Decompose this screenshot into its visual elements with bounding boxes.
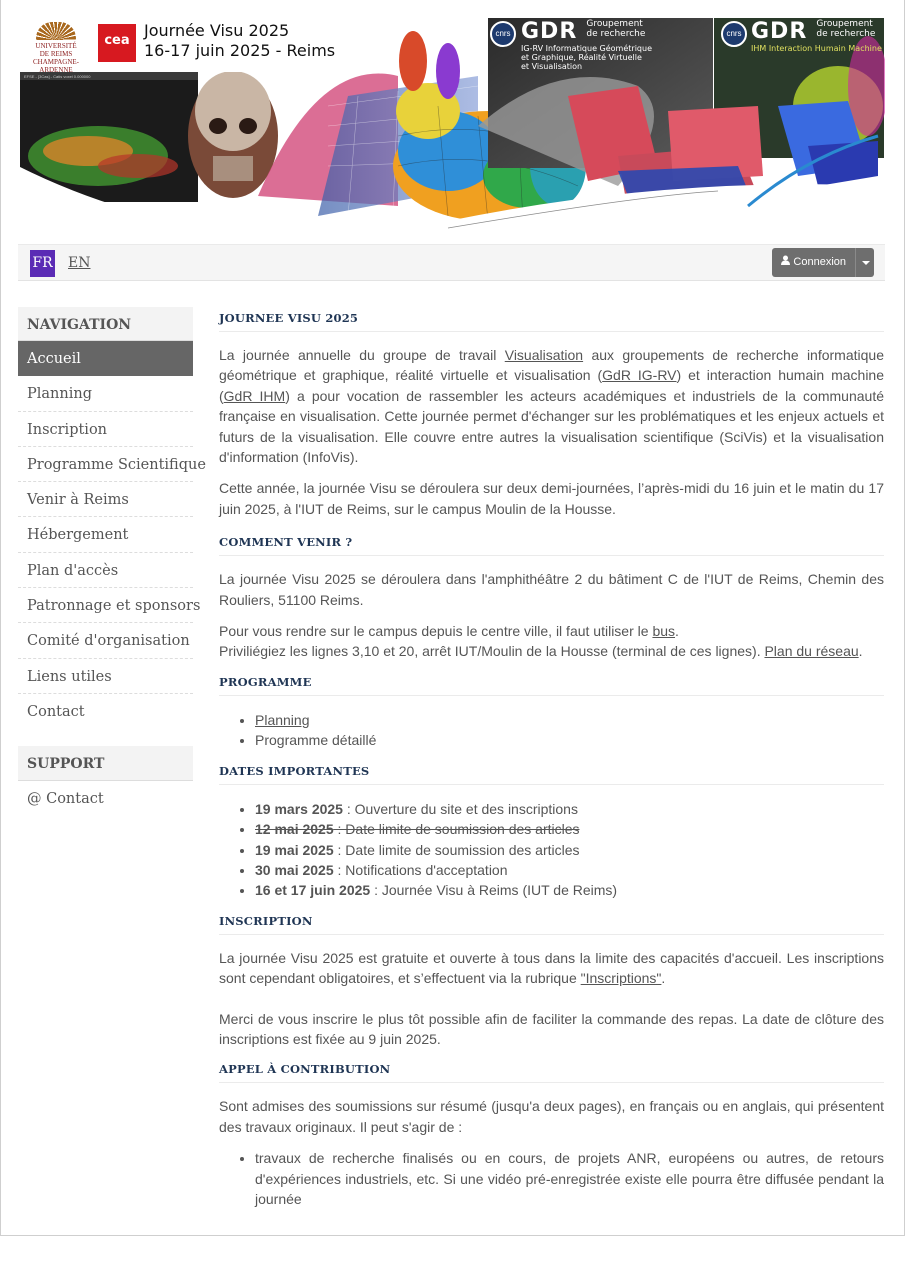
inscription-paragraph	[219, 948, 884, 989]
sidebar-item-liens[interactable]: Liens utiles	[18, 659, 193, 694]
bus-text-1: Pour vous rendre sur le campus depuis le centre ville, il faut utiliser le	[219, 623, 653, 640]
univ-line2: DE REIMS	[39, 50, 73, 58]
visualisation-link[interactable]: Visualisation	[504, 347, 584, 363]
date-desc: : Date limite de soumission des articles	[333, 821, 580, 838]
date-value: 19 mars 2025	[255, 800, 343, 817]
cnrs-logo: cnrs	[490, 21, 516, 47]
lang-fr-button[interactable]: FR	[30, 250, 55, 277]
date-desc: : Date limite de soumission des articles	[333, 841, 580, 858]
sidebar-item-sponsors[interactable]: Patronnage et sponsors	[18, 588, 193, 623]
list-item	[255, 860, 884, 880]
date-value: 30 mai 2025	[255, 861, 334, 878]
date-value: 12 mai 2025	[255, 821, 334, 838]
list-item	[255, 840, 884, 860]
date-value: 19 mai 2025	[255, 841, 334, 858]
login-dropdown-toggle[interactable]	[855, 248, 874, 277]
intro-text-2: aux groupements de recherche informatique géométrique et graphique, réalité virtuelle et visualisation (	[219, 347, 884, 384]
bus-text-2: .	[675, 623, 679, 640]
univ-line1: UNIVERSITÉ	[35, 42, 77, 50]
login-button[interactable]	[772, 248, 855, 277]
gdr-igrv-line1: Groupement	[586, 19, 643, 29]
date-value: 16 et 17 juin 2025	[255, 882, 371, 899]
sidebar-item-accueil[interactable]: Accueil	[18, 341, 193, 376]
sidebar-item-inscription[interactable]: Inscription	[18, 412, 193, 447]
sidebar-item-venir[interactable]: Venir à Reims	[18, 482, 193, 517]
gdr-igrv-line2: de recherche	[586, 29, 646, 39]
inscription-text-1: La journée Visu 2025 est gratuite et ouverte à tous dans la limite des capacités d'accueil. Les inscriptions sont cependant obligatoires, et s’effectuent via la rubrique	[219, 949, 884, 987]
user-icon	[781, 248, 790, 277]
intro-text-1: La journée annuelle du groupe de travail	[219, 347, 505, 363]
gdr-ihm-logo	[751, 19, 882, 53]
banner-title-line2: 16-17 juin 2025 - Reims	[144, 41, 336, 60]
gdr-igrv-name: GDR	[521, 19, 578, 44]
dates-list	[255, 799, 884, 901]
bus-link[interactable]: bus	[652, 623, 676, 640]
banner-title	[144, 21, 335, 61]
date-desc: : Journée Visu à Reims (IUT de Reims)	[370, 882, 618, 899]
date-desc: : Notifications d'acceptation	[333, 861, 508, 878]
date-desc: : Ouverture du site et des inscriptions	[342, 800, 578, 817]
list-item: • travaux de recherche finalisés ou en cours, de projets ANR, européens ou autres, de retours d'expériences industriels, etc. Si une vidéo pré-enregistrée existe elle pourra être diffusée pendant la journée	[255, 1148, 884, 1209]
dates-paragraph: Cette année, la journée Visu se déroulera sur deux demi-journées, l’après-midi du 16 juin et le matin du 17 juin 2025, à l'IUT de Reims, sur le campus Moulin de la Housse.	[219, 480, 884, 517]
bus-paragraph	[219, 621, 884, 662]
list-item	[255, 880, 884, 900]
location-paragraph: La journée Visu 2025 se déroulera dans l'amphithéâtre 2 du bâtiment C de l'IUT de Reims, Chemin des Rouliers, 51100 Reims.	[219, 571, 884, 608]
appel-list	[255, 1148, 884, 1209]
gdr-ihm-line2: de recherche	[816, 29, 876, 39]
gdr-igrv-logo	[521, 19, 652, 71]
cnrs-logo-2: cnrs	[721, 21, 747, 47]
intro-text-3: ) et interaction humain machine (	[219, 367, 885, 404]
banner-title-line1: Journée Visu 2025	[144, 21, 290, 40]
appel-paragraph: Sont admises des soumissions sur résumé (jusqu'a deux pages), en français ou en anglais, qui présentent des travaux originaux. Il peut s'agir de :	[219, 1098, 884, 1135]
inscription-text-2: .	[661, 970, 666, 987]
sidebar-item-programme[interactable]: Programme Scientifique	[18, 447, 193, 482]
gdr-igrv-sub3: et Visualisation	[521, 62, 583, 71]
sidebar-item-hebergement[interactable]: Hébergement	[18, 517, 193, 552]
inscription-deadline-paragraph: Merci de vous inscrire le plus tôt possible afin de faciliter la commande des repas. La date de clôture des inscriptions est fixée au 9 juin 2025.	[219, 1010, 884, 1047]
header-banner	[18, 16, 885, 234]
university-fan-icon	[36, 22, 76, 40]
lang-en-link[interactable]: EN	[68, 255, 91, 271]
sidebar-item-planning[interactable]: Planning	[18, 376, 193, 411]
section-title-appel: APPEL À CONTRIBUTION	[219, 1057, 884, 1083]
support-contact-link[interactable]: @ Contact	[27, 791, 104, 808]
list-item: • Programme détaillé	[255, 730, 884, 750]
section-title-venir: COMMENT VENIR ?	[219, 530, 884, 556]
univ-line3: CHAMPAGNE-ARDENNE	[32, 58, 80, 74]
language-bar	[18, 244, 885, 281]
list-item	[255, 819, 884, 839]
sidebar	[18, 307, 206, 817]
network-map-link[interactable]: Plan du réseau	[764, 643, 859, 660]
section-title-inscription: INSCRIPTION	[219, 909, 884, 935]
sidebar-item-contact[interactable]: Contact	[27, 703, 85, 720]
gdr-igrv-sub2: et Graphique, Réalité Virtuelle	[521, 53, 642, 62]
nav-title: NAVIGATION	[18, 307, 193, 341]
section-title-dates: DATES IMPORTANTES	[219, 759, 884, 785]
section-title-journee: JOURNEE VISU 2025	[219, 306, 884, 332]
planning-link[interactable]: Planning	[255, 711, 310, 728]
main-content	[219, 306, 884, 1220]
gdr-igrv-link[interactable]: GdR IG-RV	[602, 367, 677, 384]
intro-paragraph	[219, 345, 884, 467]
gdr-ihm-link[interactable]: GdR IHM	[223, 387, 286, 404]
sidebar-item-plan-acces[interactable]: Plan d'accès	[18, 553, 193, 588]
gdr-igrv-sub1: IG-RV Informatique Géométrique	[521, 44, 652, 53]
gdr-ihm-name: GDR	[751, 19, 808, 44]
screenshot-caption: EFSE - [3Cas] - Catis voxel 0.000000	[24, 74, 91, 79]
university-logo	[20, 22, 92, 74]
bus-text-3: Priviliégiez les lignes 3,10 et 20, arrêt IUT/Moulin de la Housse (terminal de ces lignes).	[219, 643, 765, 660]
list-item	[255, 799, 884, 819]
gdr-ihm-sub1: IHM Interaction Humain Machine	[751, 44, 882, 53]
list-item[interactable]	[255, 710, 884, 730]
sidebar-item-comite[interactable]: Comité d'organisation	[18, 623, 193, 658]
inscriptions-link[interactable]: "Inscriptions"	[580, 970, 662, 987]
section-title-programme: PROGRAMME	[219, 670, 884, 696]
programme-list	[255, 710, 884, 751]
bus-text-4: .	[858, 643, 863, 660]
gdr-ihm-line1: Groupement	[816, 19, 873, 29]
cea-logo: cea	[98, 24, 136, 62]
intro-text-4: ) a pour vocation de rassembler les acteurs académiques et industriels de la communauté française en visualisation. Cette journée permet d'échanger sur les problématiques et les enjeux actuels et futurs de la visualisation. Elle couvre entre autres la visualisation scientifique (SciVis) et la visualisation d'information (InfoVis).	[219, 387, 884, 466]
support-title: SUPPORT	[18, 746, 193, 781]
login-label: Connexion	[793, 256, 846, 268]
